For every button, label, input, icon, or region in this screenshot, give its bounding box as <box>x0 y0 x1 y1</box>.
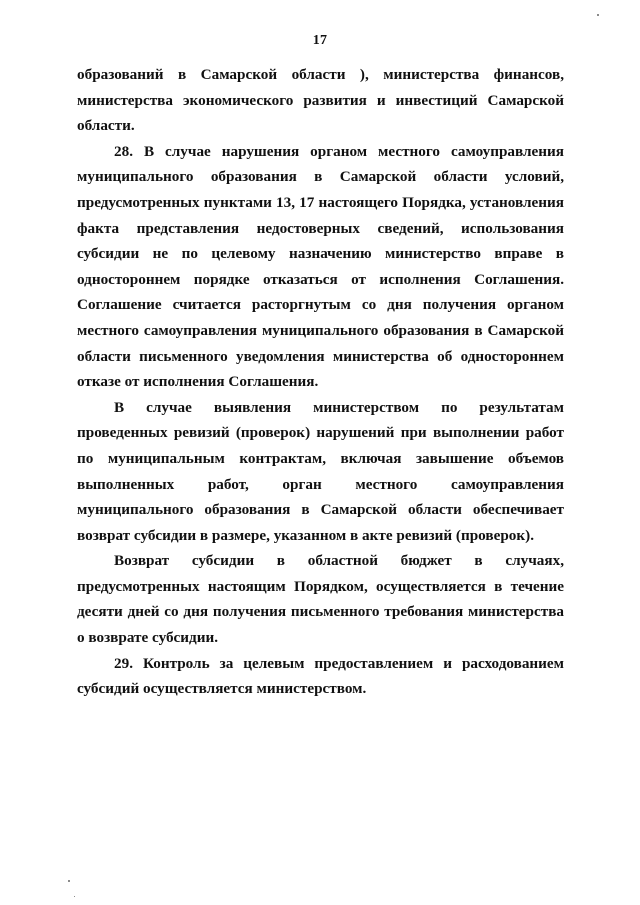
paragraph-subsidy-return: Возврат субсидии в областной бюджет в случаях, предусмотренных настоящим Порядком, осуществляется в течение десяти дней со дня получения письменного требования министерства о возврате субсидии. <box>77 552 564 647</box>
paragraph-item-29: 29. Контроль за целевым предоставлением и расходованием субсидий осуществляется министерством. <box>77 654 564 698</box>
scan-speck <box>68 880 70 882</box>
page-number: 17 <box>312 33 328 48</box>
paragraph-item-28: 28. В случае нарушения органом местного самоуправления муниципального образования в Самарской области условий, предусмотренных пунктами 13, 17 настоящего Порядка, установления факта представления недостоверных сведений, использования субсидии не по целевому назначению министерство вправе в одностороннем порядке отказаться от исполнения Соглашения. Соглашение считается расторгнутым со дня получения органом местного самоуправления муниципального образования в Самарской области письменного уведомления министерства об одностороннем отказе от исполнения Соглашения. <box>77 142 564 391</box>
paragraph-continuation: образований в Самарской области ), министерства финансов, министерства экономического развития и инвестиций Самарской области. <box>77 66 564 135</box>
scan-speck <box>597 14 599 16</box>
paragraph-audit-violations: В случае выявления министерством по результатам проведенных ревизий (проверок) нарушений при выполнении работ по муниципальным контрактам, включая завышение объемов выполненных работ, орган местного самоуправления муниципального образования в Самарской области обеспечивает возврат субсидии в размере, указанном в акте ревизий (проверок). <box>77 398 564 544</box>
document-body <box>77 62 564 702</box>
scan-speck <box>74 896 75 897</box>
